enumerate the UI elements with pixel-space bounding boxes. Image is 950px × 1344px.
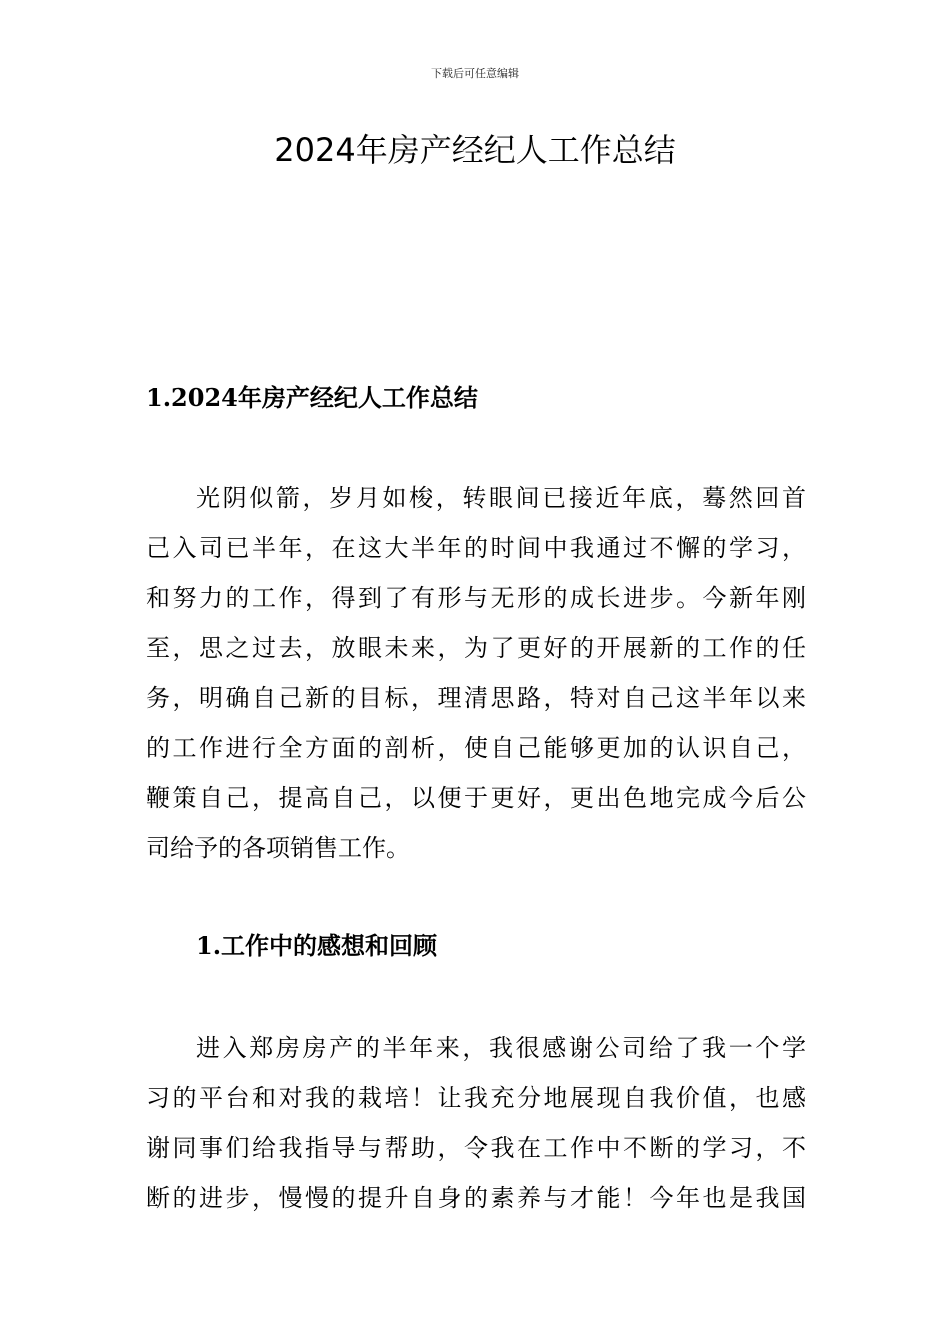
- section-heading: 1.2024年房产经纪人工作总结: [146, 383, 478, 412]
- paragraph-line: 光阴似箭，岁月如梭，转眼间已接近年底，蓦然回首: [196, 484, 806, 512]
- paragraph-line: 习的平台和对我的栽培！让我充分地展现自我价值，也感: [146, 1084, 806, 1112]
- paragraph-line: 务，明确自己新的目标，理清思路，特对自己这半年以来: [146, 684, 806, 712]
- paragraph-line: 断的进步，慢慢的提升自身的素养与才能！今年也是我国: [146, 1184, 806, 1212]
- paragraph-line: 至，思之过去，放眼未来，为了更好的开展新的工作的任: [146, 634, 806, 662]
- paragraph-line: 司给予的各项销售工作。: [146, 834, 410, 862]
- paragraph-line: 鞭策自己，提高自己，以便于更好，更出色地完成今后公: [146, 784, 806, 812]
- paragraph-line: 的工作进行全方面的剖析，使自己能够更加的认识自己，: [146, 734, 806, 762]
- subheading: 1.工作中的感想和回顾: [196, 931, 438, 960]
- paragraph-line: 进入郑房房产的半年来，我很感谢公司给了我一个学: [196, 1034, 806, 1062]
- paragraph-line: 和努力的工作，得到了有形与无形的成长进步。今新年刚: [146, 584, 806, 612]
- paragraph-line: 己入司已半年，在这大半年的时间中我通过不懈的学习，: [146, 534, 806, 562]
- header-note: 下载后可任意编辑: [431, 67, 519, 80]
- paragraph-line: 谢同事们给我指导与帮助，令我在工作中不断的学习，不: [146, 1134, 806, 1162]
- document-title: 2024年房产经纪人工作总结: [274, 131, 676, 169]
